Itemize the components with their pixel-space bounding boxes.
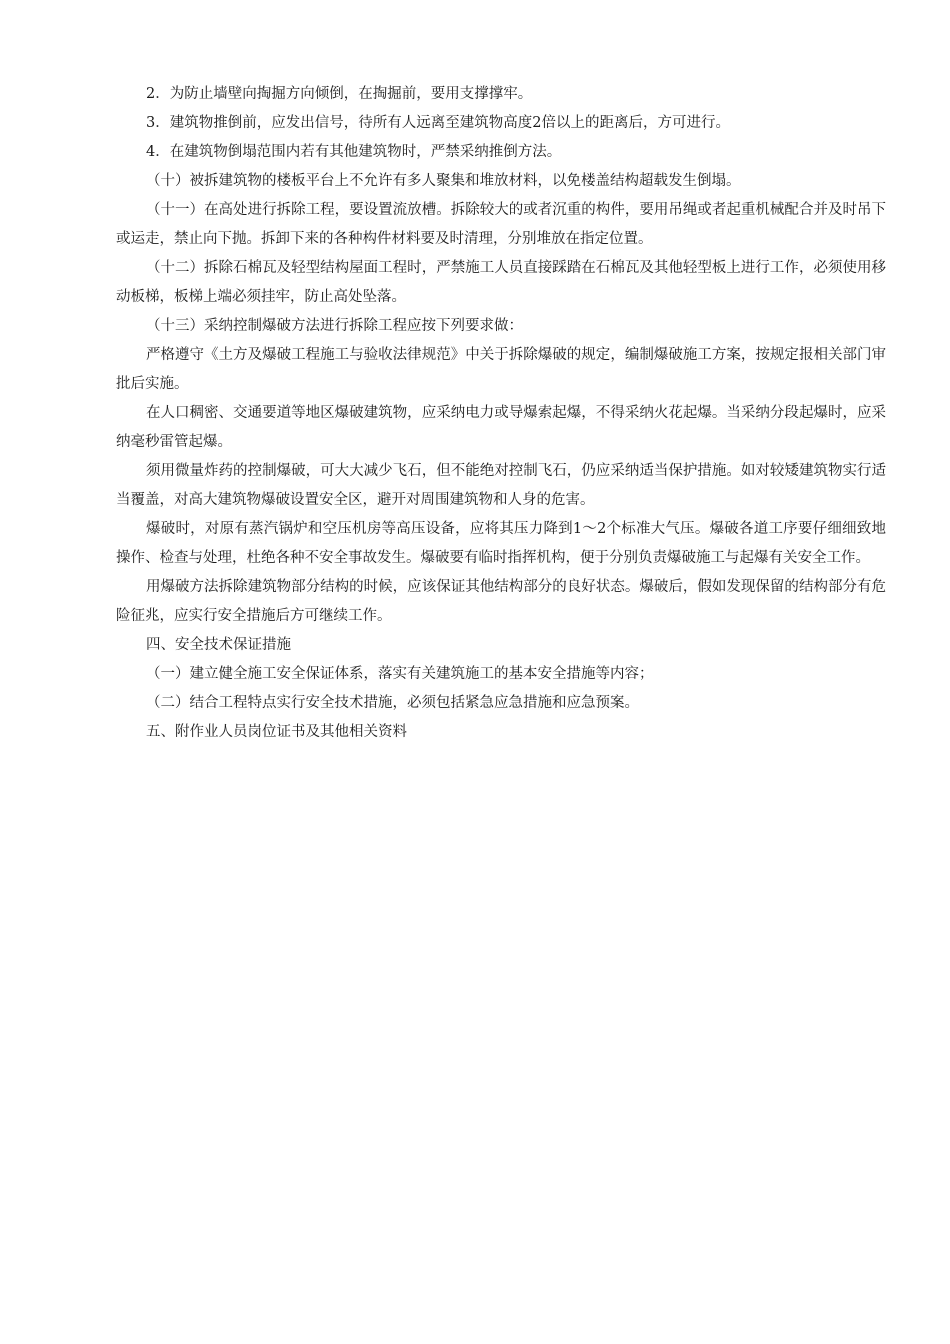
section-heading: 五、附作业人员岗位证书及其他相关资料	[146, 724, 407, 740]
paragraph: 用爆破方法拆除建筑物部分结构的时候，应该保证其他结构部分的良好状态。爆破后，假如发现保留的结构部分有危险征兆，应实行安全措施后方可继续工作。	[116, 579, 886, 624]
paragraph: （十三）采纳控制爆破方法进行拆除工程应按下列要求做：	[146, 318, 523, 334]
paragraph: （十二）拆除石棉瓦及轻型结构屋面工程时，严禁施工人员直接踩踏在石棉瓦及其他轻型板上进行工作，必须使用移动板梯，板梯上端必须挂牢，防止高处坠落。	[116, 260, 886, 305]
section-heading: 四、安全技术保证措施	[146, 637, 291, 653]
paragraph: 4．在建筑物倒塌范围内若有其他建筑物时，严禁采纳推倒方法。	[146, 144, 562, 160]
paragraph: （二）结合工程特点实行安全技术措施，必须包括紧急应急措施和应急预案。	[146, 695, 639, 711]
paragraph: 在人口稠密、交通要道等地区爆破建筑物，应采纳电力或导爆索起爆，不得采纳火花起爆。当采纳分段起爆时，应采纳毫秒雷管起爆。	[116, 405, 886, 450]
paragraph: 须用微量炸药的控制爆破，可大大减少飞石，但不能绝对控制飞石，仍应采纳适当保护措施。如对较矮建筑物实行适当覆盖，对高大建筑物爆破设置安全区，避开对周围建筑物和人身的危害。	[116, 463, 886, 508]
paragraph: （十）被拆建筑物的楼板平台上不允许有多人聚集和堆放材料，以免楼盖结构超载发生倒塌。	[146, 173, 741, 189]
paragraph: （一）建立健全施工安全保证体系，落实有关建筑施工的基本安全措施等内容；	[146, 666, 654, 682]
paragraph: 2．为防止墙壁向掏掘方向倾倒，在掏掘前，要用支撑撑牢。	[146, 86, 533, 102]
paragraph: （十一）在高处进行拆除工程，要设置流放槽。拆除较大的或者沉重的构件，要用吊绳或者起重机械配合并及时吊下或运走，禁止向下抛。拆卸下来的各种构件材料要及时清理，分别堆放在指定位置。	[116, 202, 886, 247]
paragraph: 3．建筑物推倒前，应发出信号，待所有人远离至建筑物高度2倍以上的距离后，方可进行。	[146, 115, 730, 131]
document-body	[116, 80, 886, 747]
paragraph: 爆破时，对原有蒸汽锅炉和空压机房等高压设备，应将其压力降到1～2个标准大气压。爆破各道工序要仔细细致地操作、检查与处理，杜绝各种不安全事故发生。爆破要有临时指挥机构，便于分别负责爆破施工与起爆有关安全工作。	[116, 521, 886, 566]
paragraph: 严格遵守《土方及爆破工程施工与验收法律规范》中关于拆除爆破的规定，编制爆破施工方案，按规定报相关部门审批后实施。	[116, 347, 886, 392]
